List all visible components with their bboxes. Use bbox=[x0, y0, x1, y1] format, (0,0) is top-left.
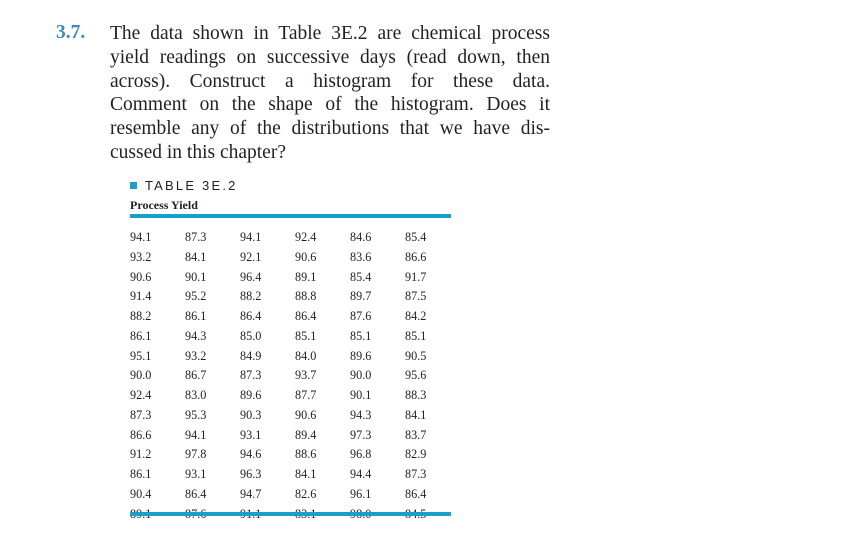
table-cell: 90.6 bbox=[295, 407, 317, 422]
table-cell: 82.9 bbox=[405, 447, 427, 462]
table-row bbox=[130, 287, 460, 307]
table-title-text: TABLE 3E.2 bbox=[145, 178, 238, 193]
table-cell: 89.6 bbox=[350, 348, 372, 363]
table-cell: 84.1 bbox=[295, 467, 317, 482]
table-row bbox=[130, 327, 460, 347]
table-cell: 97.8 bbox=[185, 447, 207, 462]
table-row bbox=[130, 465, 460, 485]
table-cell: 88.6 bbox=[295, 447, 317, 462]
table-title bbox=[130, 178, 238, 193]
table-cell: 89.1 bbox=[295, 269, 317, 284]
table-row bbox=[130, 366, 460, 386]
table-cell: 96.8 bbox=[350, 447, 372, 462]
table-cell: 90.6 bbox=[295, 249, 317, 264]
table-cell: 84.9 bbox=[240, 348, 262, 363]
table-cell: 85.1 bbox=[405, 328, 427, 343]
table-row bbox=[130, 426, 460, 446]
table-cell: 88.2 bbox=[240, 289, 262, 304]
table-cell: 86.4 bbox=[295, 309, 317, 324]
table-cell: 94.1 bbox=[240, 230, 262, 244]
table-cell: 84.1 bbox=[405, 407, 427, 422]
problem-line: cussed in this chapter? bbox=[110, 141, 286, 163]
table-row bbox=[130, 406, 460, 426]
table-cell: 96.1 bbox=[350, 486, 372, 501]
data-table bbox=[130, 228, 460, 524]
table-cell: 83.7 bbox=[405, 427, 427, 442]
table-cell: 94.3 bbox=[185, 328, 207, 343]
table-cell: 86.1 bbox=[130, 328, 152, 343]
table-cell: 86.7 bbox=[185, 368, 207, 383]
table-cell: 90.5 bbox=[405, 348, 427, 363]
table-cell: 90.3 bbox=[240, 407, 262, 422]
table-cell: 82.6 bbox=[295, 486, 317, 501]
table-row bbox=[130, 485, 460, 505]
table-cell: 94.1 bbox=[185, 427, 207, 442]
table-cell: 89.4 bbox=[295, 427, 317, 442]
table-cell: 83.6 bbox=[350, 249, 372, 264]
table-cell: 94.1 bbox=[130, 230, 152, 244]
table-cell: 90.0 bbox=[350, 368, 372, 383]
table-cell: 86.4 bbox=[185, 486, 207, 501]
table-cell: 86.4 bbox=[405, 486, 427, 501]
problem-line: resemble any of the distributions that we have dis- bbox=[110, 118, 550, 140]
table-cell: 86.6 bbox=[405, 249, 427, 264]
problem-statement bbox=[110, 22, 550, 165]
table-cell: 93.1 bbox=[185, 467, 207, 482]
table-cell: 96.4 bbox=[240, 269, 262, 284]
table-cell: 94.3 bbox=[350, 407, 372, 422]
table-cell: 87.6 bbox=[350, 309, 372, 324]
table-cell: 85.0 bbox=[240, 328, 262, 343]
table-cell: 95.1 bbox=[130, 348, 152, 363]
table-row bbox=[130, 386, 460, 406]
table-cell: 90.4 bbox=[130, 486, 152, 501]
table-cell: 95.2 bbox=[185, 289, 207, 304]
table-cell: 93.2 bbox=[130, 249, 152, 264]
table-cell: 94.4 bbox=[350, 467, 372, 482]
table-cell: 89.7 bbox=[350, 289, 372, 304]
table-cell: 85.4 bbox=[405, 230, 427, 244]
table-cell: 90.1 bbox=[185, 269, 207, 284]
table-cell: 84.1 bbox=[185, 249, 207, 264]
table-cell: 93.2 bbox=[185, 348, 207, 363]
table-cell: 93.1 bbox=[240, 427, 262, 442]
table-cell: 87.3 bbox=[240, 368, 262, 383]
table-bottom-rule bbox=[130, 512, 451, 516]
table-top-rule bbox=[130, 214, 451, 218]
table-cell: 87.7 bbox=[295, 388, 317, 403]
table-cell: 87.5 bbox=[405, 289, 427, 304]
table-cell: 88.3 bbox=[405, 388, 427, 403]
table-cell: 85.1 bbox=[295, 328, 317, 343]
table-cell: 91.7 bbox=[405, 269, 427, 284]
table-cell: 84.6 bbox=[350, 230, 372, 244]
table-cell: 95.3 bbox=[185, 407, 207, 422]
table-cell: 85.1 bbox=[350, 328, 372, 343]
table-cell: 92.4 bbox=[130, 388, 152, 403]
table-cell: 91.2 bbox=[130, 447, 152, 462]
table-cell: 86.1 bbox=[185, 309, 207, 324]
table-row bbox=[130, 228, 460, 248]
table-cell: 90.0 bbox=[130, 368, 152, 383]
problem-block bbox=[0, 0, 858, 200]
table-cell: 90.1 bbox=[350, 388, 372, 403]
table-cell: 90.6 bbox=[130, 269, 152, 284]
table-cell: 92.4 bbox=[295, 230, 317, 244]
table-cell: 84.2 bbox=[405, 309, 427, 324]
table-cell: 94.7 bbox=[240, 486, 262, 501]
table-row bbox=[130, 248, 460, 268]
table-row bbox=[130, 268, 460, 288]
problem-line: Comment on the shape of the histogram. Does it bbox=[110, 94, 550, 116]
table-cell: 86.1 bbox=[130, 467, 152, 482]
table-cell: 97.3 bbox=[350, 427, 372, 442]
table-cell: 91.4 bbox=[130, 289, 152, 304]
table-cell: 87.3 bbox=[185, 230, 207, 244]
table-cell: 94.6 bbox=[240, 447, 262, 462]
table-row bbox=[130, 347, 460, 367]
table-cell: 85.4 bbox=[350, 269, 372, 284]
table-row bbox=[130, 445, 460, 465]
problem-line: yield readings on successive days (read down, then bbox=[110, 46, 550, 68]
table-cell: 89.6 bbox=[240, 388, 262, 403]
table-cell: 92.1 bbox=[240, 249, 262, 264]
table-row bbox=[130, 307, 460, 327]
table-cell: 83.0 bbox=[185, 388, 207, 403]
table-cell: 96.3 bbox=[240, 467, 262, 482]
table-cell: 93.7 bbox=[295, 368, 317, 383]
table-cell: 87.3 bbox=[405, 467, 427, 482]
table-cell: 88.8 bbox=[295, 289, 317, 304]
table-cell: 88.2 bbox=[130, 309, 152, 324]
table-cell: 86.6 bbox=[130, 427, 152, 442]
table-cell: 87.3 bbox=[130, 407, 152, 422]
table-cell: 95.6 bbox=[405, 368, 427, 383]
problem-line: across). Construct a histogram for these data. bbox=[110, 70, 550, 92]
problem-number: 3.7. bbox=[56, 22, 86, 43]
table-cell: 86.4 bbox=[240, 309, 262, 324]
table-marker-icon bbox=[130, 182, 137, 189]
table-cell: 84.0 bbox=[295, 348, 317, 363]
problem-line: The data shown in Table 3E.2 are chemical process bbox=[110, 23, 550, 44]
table-subtitle: Process Yield bbox=[130, 198, 198, 212]
